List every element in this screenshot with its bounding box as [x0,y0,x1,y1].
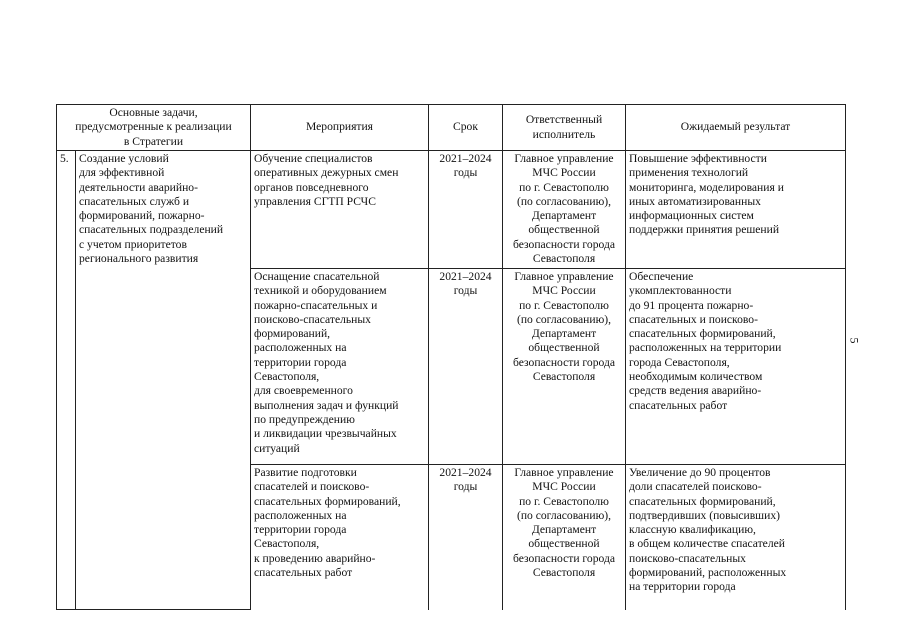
term-cell: 2021–2024 годы [429,465,503,610]
result-cell: Увеличение до 90 процентов доли спасателей поисково- спасательных формирований, подтвердивших (повысивших) классную квалификацию, в общем количестве спасателей поисково-спасательных формирований, расположенных на территории города [626,465,846,610]
strategy-table [56,104,846,610]
executor-cell: Главное управление МЧС России по г. Севастополю (по согласованию), Департамент общественной безопасности города Севастополя [503,465,626,610]
table-row [57,151,846,269]
result-cell: Обеспечение укомплектованности до 91 процента пожарно- спасательных и поисково- спасательных формирований, расположенных на территории города Севастополя, необходимым количеством средств ведения аварийно- спасательных работ [626,269,846,465]
header-term: Срок [429,105,503,151]
executor-cell: Главное управление МЧС России по г. Севастополю (по согласованию), Департамент общественной безопасности города Севастополя [503,151,626,269]
activity-cell: Обучение специалистов оперативных дежурных смен органов повседневного управления СГТП РСЧС [251,151,429,269]
page-bottom-margin [0,610,905,640]
result-cell: Повышение эффективности применения технологий мониторинга, моделирования и иных автоматизированных информационных систем поддержки принятия решений [626,151,846,269]
header-activities: Мероприятия [251,105,429,151]
table-header-row [57,105,846,151]
activity-cell: Развитие подготовки спасателей и поисково- спасательных формирований, расположенных на территории города Севастополя, к проведению аварийно- спасательных работ [251,465,429,610]
header-result: Ожидаемый результат [626,105,846,151]
task-cell: Создание условий для эффективной деятельности аварийно- спасательных служб и формирований, пожарно- спасательных подразделений с учетом приоритетов регионального развития [76,151,251,610]
header-executor: Ответственный исполнитель [503,105,626,151]
page-number: 5 [847,337,862,344]
executor-cell: Главное управление МЧС России по г. Севастополю (по согласованию), Департамент общественной безопасности города Севастополя [503,269,626,465]
term-cell: 2021–2024 годы [429,269,503,465]
header-task: Основные задачи, предусмотренные к реализации в Стратегии [57,105,251,151]
activity-cell: Оснащение спасательной техникой и оборудованием пожарно-спасательных и поисково-спасательных формирований, расположенных на территории города Севастополя, для своевременного выполнения задач и функций по предупреждению и ликвидации чрезвычайных ситуаций [251,269,429,465]
term-cell: 2021–2024 годы [429,151,503,269]
row-number: 5. [57,151,76,610]
